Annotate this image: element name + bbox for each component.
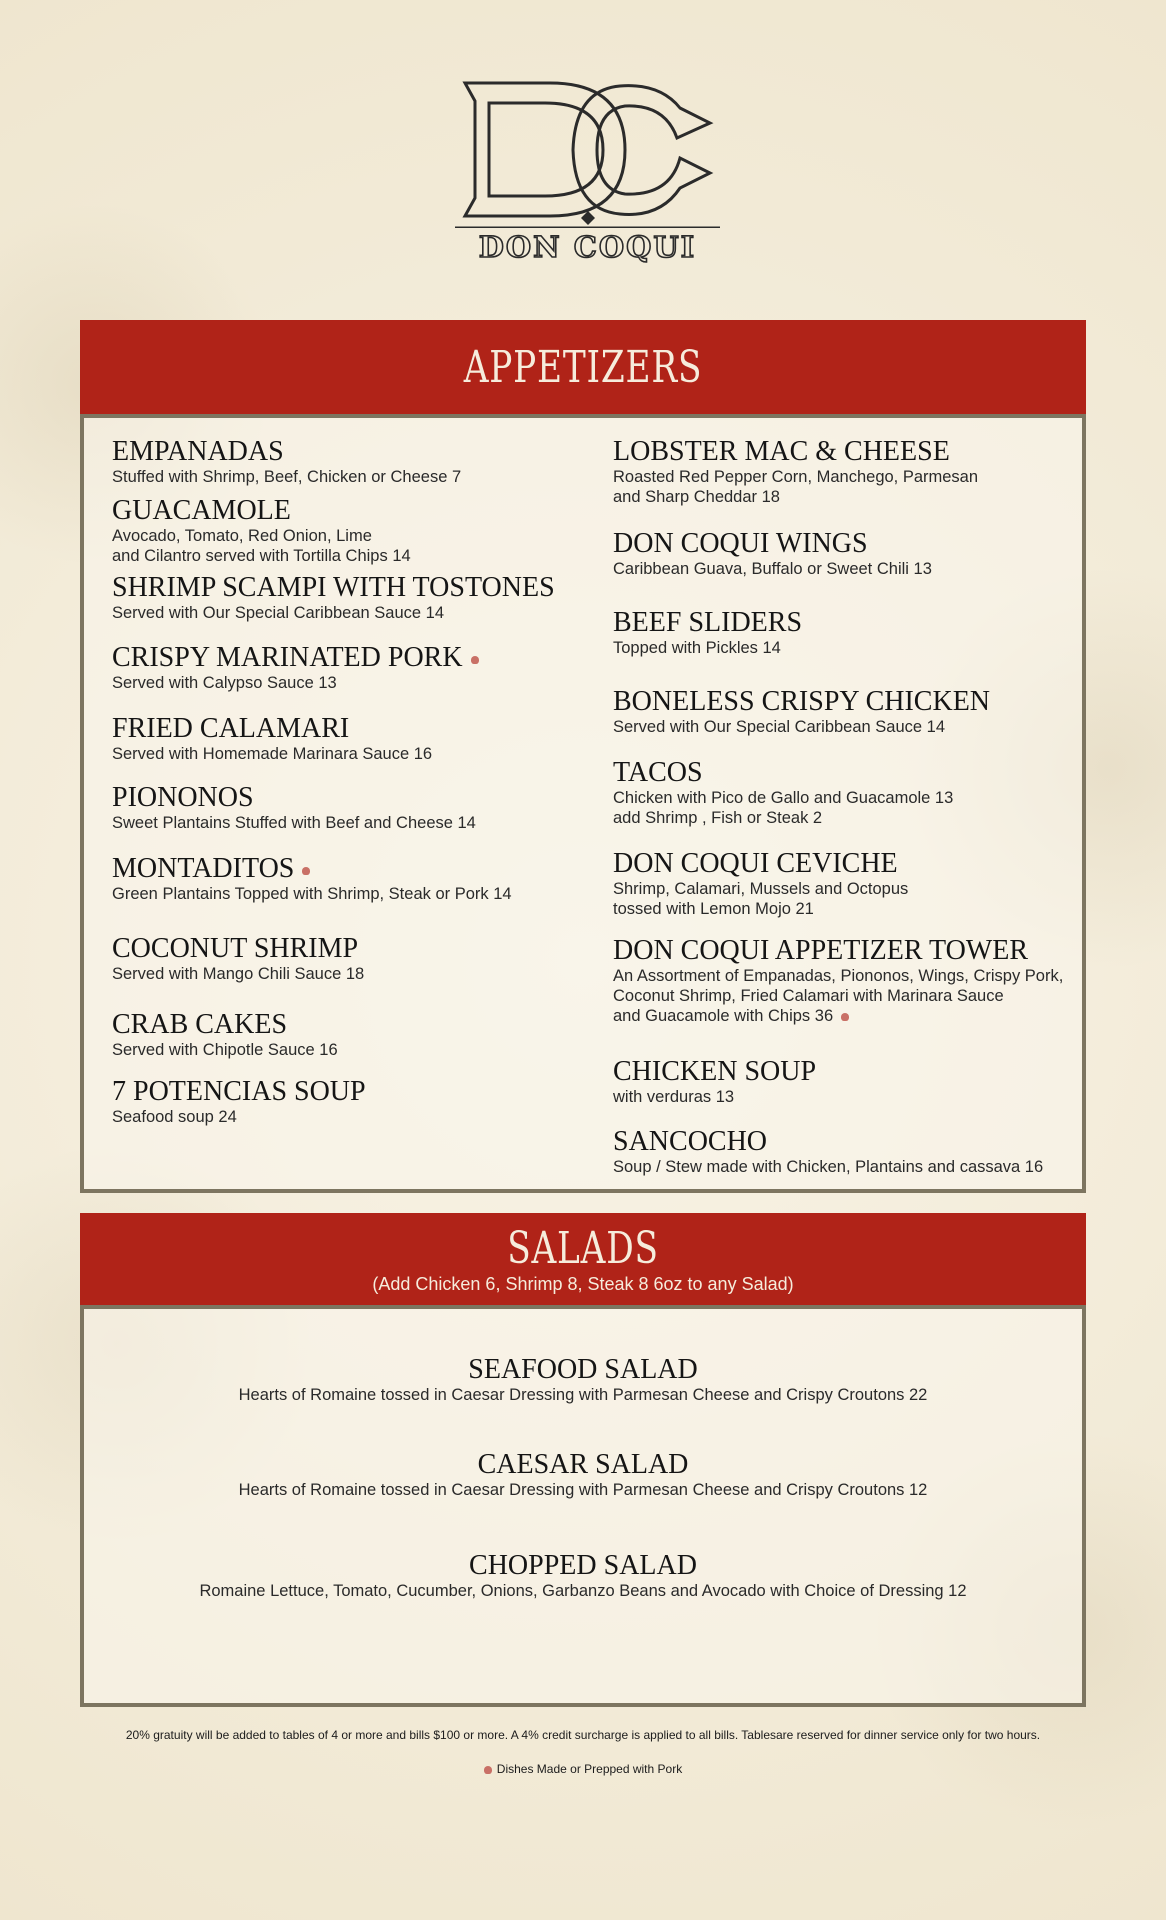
item-name-text: LOBSTER MAC & CHEESE [613,436,950,467]
item-description: Hearts of Romaine tossed in Caesar Dressing with Parmesan Cheese and Crispy Croutons 12 [238,1481,928,1499]
item-description [112,673,479,693]
item-name [613,608,802,638]
item-name [112,854,512,884]
item-description-text: Served with Our Special Caribbean Sauce 14 [112,604,445,622]
menu-item [112,1077,366,1127]
item-name [112,643,479,673]
item-name: SEAFOOD SALAD [468,1354,698,1385]
item-description [613,717,990,737]
salads-subtitle: (Add Chicken 6, Shrimp 8, Steak 8 6oz to any Salad) [372,1274,794,1294]
pork-icon [471,656,479,664]
item-name [112,437,461,467]
item-description [613,788,953,808]
item-description [613,487,978,507]
item-description-text: Served with Homemade Marinara Sauce 16 [112,745,433,763]
item-description [112,813,476,833]
item-description-text: Shrimp, Calamari, Mussels and Octopus [613,880,909,898]
menu-item [613,849,908,919]
item-description [613,986,1063,1006]
menu-item [613,1127,1043,1177]
item-name [613,849,908,879]
item-name-text: BONELESS CRISPY CHICKEN [613,686,991,717]
item-name-text: CRAB CAKES [112,1009,288,1040]
pork-legend [0,1762,1166,1776]
pork-icon [302,867,310,875]
item-description-text: Served with Mango Chili Sauce 18 [112,965,365,983]
item-description-text: Green Plantains Topped with Shrimp, Steak or Pork 14 [112,885,512,903]
menu-item [112,934,364,984]
item-description [613,638,802,658]
menu-item [112,783,476,833]
menu-item [613,437,978,507]
item-description [112,546,411,566]
item-name-text: BEEF SLIDERS [613,607,803,638]
item-description-text: Stuffed with Shrimp, Beef, Chicken or Cheese 7 [112,468,462,486]
item-description-text: Seafood soup 24 [112,1108,237,1126]
item-description-text: Soup / Stew made with Chicken, Plantains and cassava 16 [613,1158,1044,1176]
item-description [613,467,978,487]
item-description-text: and Sharp Cheddar 18 [613,488,780,506]
item-name-text: MONTADITOS [112,853,295,884]
menu-item [112,714,432,764]
pork-icon [484,1766,492,1774]
item-description [613,1006,1063,1026]
menu-item [112,496,411,566]
item-description-text: and Cilantro served with Tortilla Chips 14 [112,547,411,565]
item-name-text: GUACAMOLE [112,495,291,526]
salads-banner [80,1213,1086,1307]
item-description [112,1040,338,1060]
item-name-text: CRISPY MARINATED PORK [112,642,463,673]
menu-item [613,1057,816,1107]
item-description [613,559,932,579]
pork-legend-text: Dishes Made or Prepped with Pork [496,1762,683,1776]
item-name [613,1127,1043,1157]
item-description [112,884,512,904]
item-name [613,687,990,717]
item-description [112,744,432,764]
menu-item [613,687,990,737]
item-name [613,936,1063,966]
item-description-text: tossed with Lemon Mojo 21 [613,900,814,918]
item-name-text: CHICKEN SOUP [613,1056,817,1087]
item-description-text: An Assortment of Empanadas, Piononos, Wings, Crispy Pork, [613,967,1064,985]
item-name-text: DON COQUI CEVICHE [613,848,898,879]
appetizers-banner [80,320,1086,416]
item-name: CHOPPED SALAD [469,1550,697,1581]
menu-item [112,573,555,623]
item-description [112,603,555,623]
item-description-text: Avocado, Tomato, Red Onion, Lime [112,527,372,545]
menu-item [613,608,802,658]
item-description: Hearts of Romaine tossed in Caesar Dressing with Parmesan Cheese and Crispy Croutons 22 [238,1386,928,1404]
appetizers-title: APPETIZERS [463,342,703,393]
item-description [613,808,953,828]
item-description-text: and Guacamole with Chips 36 [613,1007,834,1025]
item-description [613,966,1063,986]
salads-title: SALADS [507,1223,659,1274]
item-name: CAESAR SALAD [477,1449,689,1480]
item-description [112,467,461,487]
item-name [613,1057,816,1087]
item-description-text: Caribbean Guava, Buffalo or Sweet Chili 13 [613,560,932,578]
don-coqui-logo [455,78,720,273]
item-name-text: TACOS [613,757,703,788]
item-description-text: Served with Our Special Caribbean Sauce 14 [613,718,946,736]
item-description-text: Served with Calypso Sauce 13 [112,674,337,692]
item-description [613,1157,1043,1177]
item-name [112,714,432,744]
pork-icon [841,1013,849,1021]
menu-item [613,529,932,579]
item-description-text: with verduras 13 [613,1088,735,1106]
item-name [112,783,476,813]
item-name [112,1010,338,1040]
item-description-text: Coconut Shrimp, Fried Calamari with Marinara Sauce [613,987,1004,1005]
item-name-text: 7 POTENCIAS SOUP [112,1076,366,1107]
item-name-text: SANCOCHO [613,1126,768,1157]
item-name-text: COCONUT SHRIMP [112,933,359,964]
item-name [112,496,411,526]
menu-item [80,1355,1086,1405]
dc-monogram-icon [455,78,720,228]
item-name-text: SHRIMP SCAMPI WITH TOSTONES [112,572,555,603]
item-description [112,964,364,984]
item-description-text: Roasted Red Pepper Corn, Manchego, Parmesan [613,468,979,486]
menu-item [112,437,461,487]
menu-item [80,1450,1086,1500]
item-name-text: DON COQUI WINGS [613,528,868,559]
item-description: Romaine Lettuce, Tomato, Cucumber, Onions, Garbanzo Beans and Avocado with Choice of Dressing 12 [199,1582,967,1600]
footer-notice: 20% gratuity will be added to tables of 4 or more and bills $100 or more. A 4% credit surcharge is applied to all bills. Tablesare reserved for dinner service only for two hours. [125,1728,1041,1742]
menu-item [112,854,512,904]
item-description-text: Topped with Pickles 14 [613,639,781,657]
item-description [613,899,908,919]
item-description [112,1107,366,1127]
menu-item [80,1551,1086,1601]
item-description-text: Chicken with Pico de Gallo and Guacamole 13 [613,789,954,807]
item-name [112,1077,366,1107]
item-description-text: Sweet Plantains Stuffed with Beef and Cheese 14 [112,814,476,832]
item-name-text: EMPANADAS [112,436,284,467]
item-description-text: add Shrimp , Fish or Steak 2 [613,809,823,827]
item-description [613,1087,816,1107]
item-description [613,879,908,899]
item-name [613,758,953,788]
brand-name: DON COQUI [478,230,697,264]
menu-item [613,758,953,828]
item-name [613,437,978,467]
menu-item [613,936,1063,1026]
item-name [112,934,364,964]
item-description-text: Served with Chipotle Sauce 16 [112,1041,338,1059]
menu-item [112,1010,338,1060]
item-name-text: PIONONOS [112,782,254,813]
item-description [112,526,411,546]
item-name-text: DON COQUI APPETIZER TOWER [613,935,1029,966]
item-name-text: FRIED CALAMARI [112,713,350,744]
menu-item [112,643,479,693]
item-name [613,529,932,559]
item-name [112,573,555,603]
